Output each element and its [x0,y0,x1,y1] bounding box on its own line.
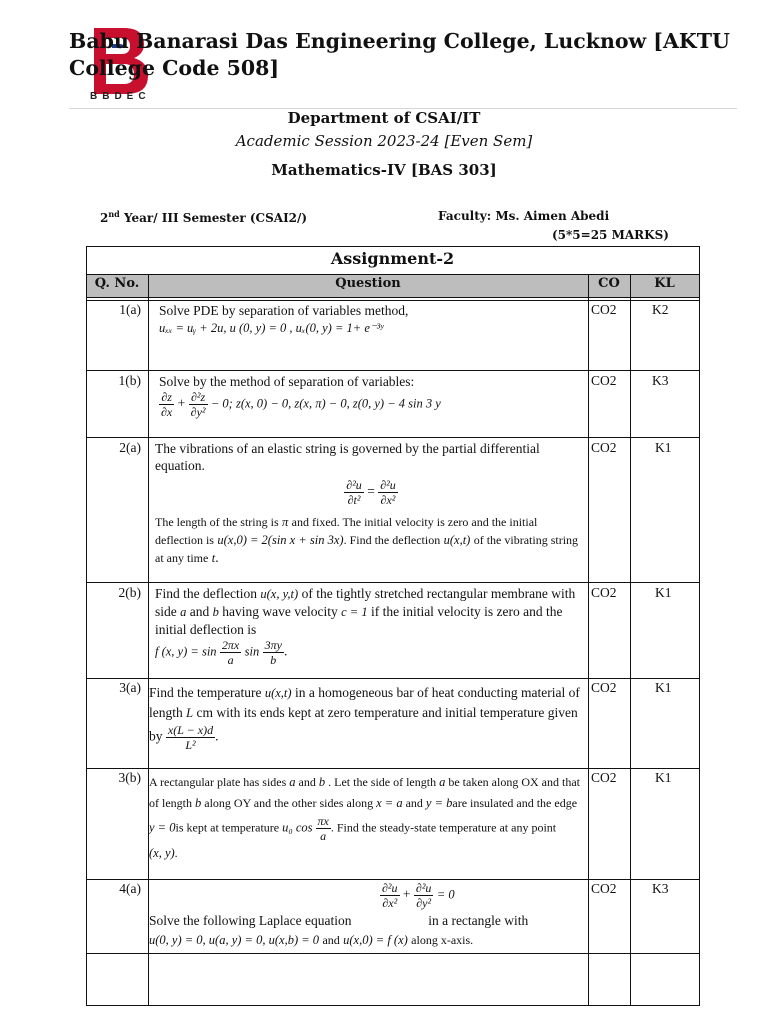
qno-2a: 2(a) [119,440,141,455]
laplace-equation: $\frac{\text{∂²u}}{\text{∂x²}}$ + $\frac{\text{∂²u}}{\text{∂y²}}$ = 0 [382,881,455,910]
qno-3a: 3(a) [119,680,141,695]
co-1a: CO2 [591,302,617,317]
kl-1a: K2 [652,302,669,317]
kl-1b: K3 [652,373,669,388]
co-3a: CO2 [591,680,617,695]
logo-text: BBDEC [90,91,151,102]
subject-title: Mathematics-IV [BAS 303] [271,161,497,179]
kl-2a: K1 [655,440,672,455]
question-2a: The vibrations of an elastic string is governed by the partial differential equation. $\frac{\text{∂²u}}{\text{∂t²}}$ = $\frac{\text{∂²u}}{\text{∂x²}}$ The length of the string is π and fixed. The initial velocity is zero and the initial deflection is u(x,0) = 2(sin x + sin 3x). Find the deflection u(x,t) of the vibrating string at any time t. [155,441,579,565]
question-1a: Solve PDE by separation of variables method, uₓₓ = uᵧ + 2u, u (0, y) = 0 , uₓ(0, y) = 1+ e⁻³ʸ [159,303,409,335]
assignment-title: Assignment-2 [330,249,455,268]
academic-session: Academic Session 2023-24 [Even Sem] [235,132,533,150]
co-2a: CO2 [591,440,617,455]
year-semester: 2nd Year/ III Semester (CSAI2/) [100,209,308,225]
co-4a: CO2 [591,881,617,896]
qno-2b: 2(b) [118,585,141,600]
col-header-kl: KL [654,276,675,291]
col-header-question: Question [335,276,401,291]
question-3a: Find the temperature u(x,t) in a homogeneous bar of heat conducting material of length L cm with its ends kept at zero temperature and initial temperature given by $\frac{x(L - x)d}{\text{L²}}$ . [149,685,580,752]
kl-3a: K1 [655,680,672,695]
co-1b: CO2 [591,373,617,388]
question-4a: Solve the following Laplace equation in a rectangle with u(0, y) = 0, u(a, y) = 0, u(x,b) = 0 and u(x,0) = f (x) along x-axis. [149,913,529,947]
qno-4a: 4(a) [119,881,141,896]
qno-3b: 3(b) [118,770,141,785]
co-3b: CO2 [591,770,617,785]
question-2b: Find the deflection u(x, y,t) of the tightly stretched rectangular membrane with side a and b having wave velocity c = 1 if the initial velocity is zero and the initial deflection is f (x, y) = sin $\frac{2\pi x}{a}$ sin $\frac{3\pi y}{b}$ . [155,586,576,667]
kl-4a: K3 [652,881,669,896]
question-1b: Solve by the method of separation of variables: $\frac{\partial z}{\partial x}$ + $\frac{\text{∂²z}}{\text{∂y²}}$ − 0; z(x, 0) − 0, z(x, π) − 0, z(0, y) − 4 sin 3 y [159,374,441,419]
col-header-co: CO [598,276,620,291]
co-2b: CO2 [591,585,617,600]
kl-3b: K1 [655,770,672,785]
qno-1a: 1(a) [119,302,141,317]
department: Department of CSAI/IT [287,109,481,127]
faculty-name: Faculty: Ms. Aimen Abedi [438,209,610,223]
kl-2b: K1 [655,585,672,600]
col-header-qno: Q. No. [94,276,140,291]
qno-1b: 1(b) [118,373,141,388]
question-3b: A rectangular plate has sides a and b . Let the side of length a be taken along OX and that of length b along OY and the other sides along x = a and y = bare insulated and the edge y = 0is kept at temperature u₀ cos $\frac{\pi x}{a}$ . Find the steady-state temperature at any point (x, y). [149,775,580,860]
college-name: Babu Banarasi Das Engineering College, Lucknow [AKTU College Code 508] [69,29,730,80]
marks-total: (5*5=25 MARKS) [552,228,669,242]
